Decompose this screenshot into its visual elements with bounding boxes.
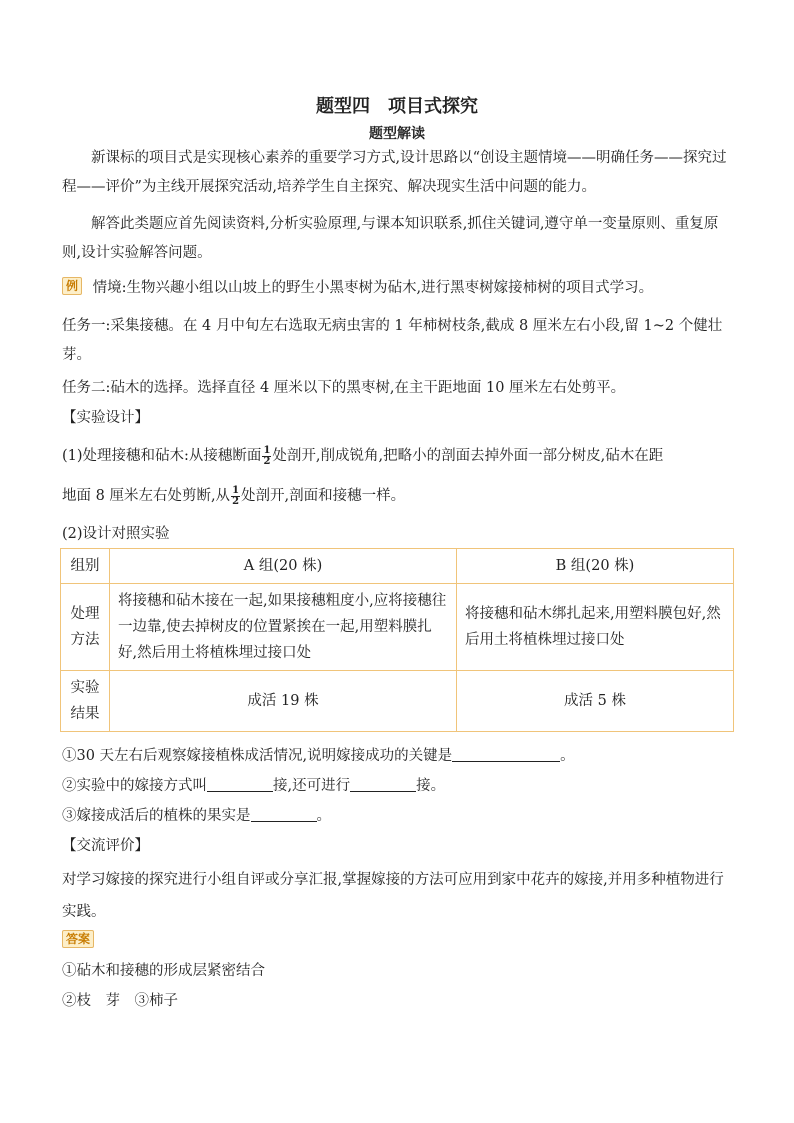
evaluation-heading: 【交流评价】 (62, 838, 149, 854)
step1-text-c: 地面 8 厘米左右处剪断,从 (62, 488, 231, 504)
table-row (61, 549, 734, 584)
question-2-text-c: 接。 (416, 778, 446, 794)
evaluation-text: 对学习嫁接的探究进行小组自评或分享汇报,掌握嫁接的方法可应用到家中花卉的嫁接,并用多种植物进行实践。 (62, 872, 724, 920)
task-one: 任务一:采集接穗。在 4 月中旬左右选取无病虫害的 1 年柿树枝条,截成 8 厘米左右小段,留 1~2 个健壮芽。 (62, 318, 723, 363)
question-2-text-a: ②实验中的嫁接方式叫 (62, 778, 207, 794)
table-cell-method-b: 将接穗和砧木绑扎起来,用塑料膜包好,然后用土将植株埋过接口处 (457, 584, 734, 671)
table-cell-method-a: 将接穗和砧木接在一起,如果接穗粗度小,应将接穗往一边靠,使去掉树皮的位置紧挨在一起,用塑料膜扎好,然后用土将植株埋过接口处 (110, 584, 457, 671)
answer-2: ②枝 芽 ③柿子 (62, 993, 178, 1009)
table-header-a: A 组(20 株) (110, 549, 457, 584)
table-header-group: 组别 (61, 549, 110, 584)
step2-text: (2)设计对照实验 (62, 526, 170, 542)
page-title: 题型四 项目式探究 (316, 96, 478, 117)
step1-text-a: (1)处理接穗和砧木:从接穗断面 (62, 448, 262, 464)
intro-paragraph-1: 新课标的项目式是实现核心素养的重要学习方式,设计思路以“创设主题情境——明确任务——探究过程——评价”为主线开展探究活动,培养学生自主探究、解决现实生活中问题的能力。 (62, 150, 727, 195)
question-3-text: ③嫁接成活后的植株的果实是 (62, 808, 251, 824)
step1-text-b: 处剖开,削成锐角,把略小的剖面去掉外面一部分树皮,砧木在距 (272, 448, 664, 464)
answer-tag: 答案 (62, 930, 94, 948)
step1-line1 (62, 440, 742, 472)
section-subtitle: 题型解读 (369, 126, 425, 142)
table-cell-result-b: 成活 5 株 (457, 671, 734, 732)
table-label-method: 处理方法 (61, 584, 110, 671)
table-header-b: B 组(20 株) (457, 549, 734, 584)
question-1-text: ①30 天左右后观察嫁接植株成活情况,说明嫁接成功的关键是 (62, 748, 453, 764)
example-scenario (62, 276, 742, 297)
design-heading: 【实验设计】 (62, 410, 149, 426)
question-1-end: 。 (560, 748, 575, 764)
fraction-denominator: 2 (263, 455, 271, 467)
answer-tag-line (62, 930, 742, 949)
question-2-text-b: 接,还可进行 (273, 778, 351, 794)
table-cell-result-a: 成活 19 株 (110, 671, 457, 732)
task-two: 任务二:砧木的选择。选择直径 4 厘米以下的黑枣树,在主干距地面 10 厘米左右处剪平。 (62, 380, 626, 396)
answer-blank[interactable] (350, 777, 416, 792)
step1-text-d: 处剖开,剖面和接穗一样。 (241, 488, 406, 504)
intro-paragraph-2: 解答此类题应首先阅读资料,分析实验原理,与课本知识联系,抓住关键词,遵守单一变量原则、重复原则,设计实验解答问题。 (62, 216, 719, 261)
fraction-numerator: 1 (263, 444, 271, 456)
question-2 (62, 772, 742, 800)
fraction-half (262, 446, 271, 467)
fraction-denominator: 2 (232, 495, 240, 507)
question-3-end: 。 (316, 808, 331, 824)
table-label-result: 实验结果 (61, 671, 110, 732)
answer-blank[interactable] (251, 807, 317, 822)
table-row (61, 671, 734, 732)
question-3 (62, 802, 742, 830)
fraction-numerator: 1 (232, 484, 240, 496)
answer-blank[interactable] (452, 747, 560, 762)
step1-line2 (62, 480, 742, 512)
fraction-half (231, 486, 240, 507)
answer-blank[interactable] (207, 777, 273, 792)
experiment-table (60, 548, 734, 732)
scenario-text: 情境:生物兴趣小组以山坡上的野生小黑枣树为砧木,进行黑枣树嫁接柿树的项目式学习。 (92, 280, 654, 296)
example-tag: 例 (62, 277, 82, 295)
question-1 (62, 742, 742, 770)
table-row (61, 584, 734, 671)
answer-1: ①砧木和接穗的形成层紧密结合 (62, 963, 265, 979)
